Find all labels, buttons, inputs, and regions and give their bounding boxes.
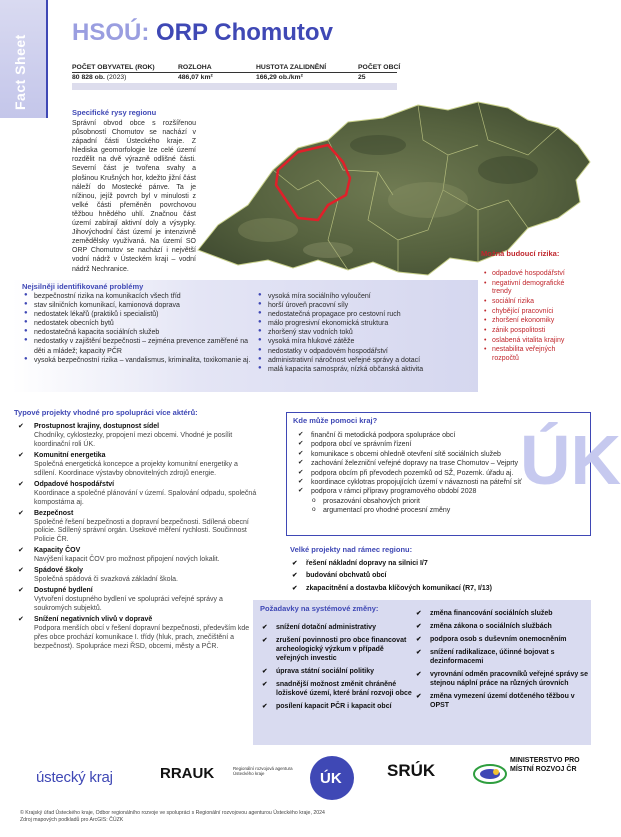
risk-item: • zhoršení ekonomiky	[484, 317, 584, 326]
project-title: ✔ Prostupnost krajiny, dostupnost sídel	[34, 423, 160, 430]
project-desc: Chodníky, cyklostezky, propojení mezi obcemi. Vhodné je posílit koordinační roli ÚK.	[34, 431, 233, 448]
kraj-item: ✔ komunikace s obcemi ohledně otevření sítě sociálních služeb	[298, 450, 588, 459]
problems-list-right	[258, 292, 473, 374]
systemic-item: ✔ úprava státní sociální politiky	[262, 668, 412, 677]
kraj-help-list	[298, 431, 588, 515]
problem-item: ● administrativní náročnost veřejné správy a dotací	[258, 356, 473, 365]
kraj-subitem: o prosazování obsahových priorit	[298, 497, 588, 506]
big-projects-title: Velké projekty nad rámec regionu:	[290, 545, 413, 554]
project-desc: Společná spádová či svazková základní škola.	[34, 576, 178, 584]
future-risks-title: Možná budoucí rizika:	[481, 249, 560, 258]
risk-item: • negativní demografické trendy	[484, 280, 584, 297]
project-title: ✔ Bezpečnost	[34, 509, 74, 517]
specific-traits-title: Specifické rysy regionu	[72, 108, 157, 117]
kraj-item: ✔ zachování železniční veřejné dopravy na trase Chomutov – Vejprty	[298, 459, 588, 468]
big-project-item: ✔ budování obchvatů obcí	[292, 572, 592, 581]
stats-bar	[72, 83, 397, 90]
systemic-list-left	[262, 624, 412, 716]
stat-municipalities-label: POČET OBCÍ	[358, 64, 401, 71]
stat-density-value: 166,29 ob./km²	[256, 74, 303, 81]
title-main: ORP Chomutov	[156, 19, 333, 46]
project-desc: Navýšení kapacit ČOV pro možnost připojení nových lokalit.	[34, 556, 220, 564]
kraj-item: ✔ finanční či metodická podpora spolupráce obcí	[298, 431, 588, 440]
sruk-logo: SRÚK	[387, 761, 436, 780]
title-prefix: HSOÚ:	[72, 19, 150, 46]
project-title: ✔ Snížení negativních vlivů v dopravě	[34, 616, 153, 624]
systemic-item: ✔ změna financování sociálních služeb	[416, 610, 588, 619]
project-title: ✔ Odpadové hospodářství	[34, 480, 115, 488]
problem-item: ● nedostatečná propagace pro cestovní ruch	[258, 310, 473, 319]
ustecky-kraj-logo: ústecký kraj	[36, 769, 113, 786]
systemic-item: ✔ posílení kapacit PČR i kapacit obcí	[262, 703, 412, 712]
mmr-emblem-icon	[473, 764, 507, 784]
stat-area-label: ROZLOHA	[178, 64, 212, 71]
systemic-item: ✔ podpora osob s duševním onemocněním	[416, 636, 588, 645]
footer-source: Zdroj mapových podkladů pro ArcGIS: ČÚZK	[20, 816, 124, 823]
project-desc: Koordinace a společné plánování v území. Spalování odpadu, společná kompostárna aj.	[34, 489, 257, 506]
uk-seal-text: ÚK	[320, 770, 342, 787]
population-number: 80 828 ob.	[72, 74, 105, 81]
stat-area-value: 486,07 km²	[178, 74, 213, 81]
systemic-item: ✔ změna vymezení území dotčeného těžbou v OPST	[416, 693, 588, 711]
problem-item: ● zhoršený stav vodních toků	[258, 328, 473, 337]
kraj-item: ✔ podpora v rámci přípravy programového období 2028	[298, 487, 588, 496]
problem-item: ● stav silničních komunikací, kamionová doprava	[24, 301, 254, 310]
problem-item: ● vysoká bezpečnostní rizika – vandalismus, kriminalita, toxikomanie aj.	[24, 356, 254, 365]
projects-title: Typové projekty vhodné pro spolupráci více aktérů:	[14, 408, 198, 417]
risk-item: • odpadové hospodářství	[484, 270, 584, 279]
systemic-changes-title: Požadavky na systémové změny:	[260, 604, 379, 613]
problems-list-left	[24, 292, 254, 365]
rrauk-logo: RRAUK	[160, 765, 215, 782]
project-item	[18, 510, 258, 546]
projects-list	[18, 423, 258, 654]
stat-population-label: POČET OBYVATEL (ROK)	[72, 64, 155, 71]
systemic-item: ✔ snížení radikalizace, účinné bojovat s dezinformacemi	[416, 649, 588, 667]
systemic-item: ✔ snížení dotační administrativy	[262, 624, 412, 633]
stat-density-label: HUSTOTA ZALIDNĚNÍ	[256, 64, 327, 71]
project-desc: Vytvoření dostupného bydlení ve spolupráci veřejné správy a soukromých subjektů.	[34, 596, 223, 613]
kraj-watermark: ÚK	[520, 421, 621, 499]
page-title	[72, 18, 333, 49]
fact-sheet-label: Fact Sheet	[12, 34, 28, 110]
systemic-item: ✔ zrušení povinnosti pro obce financovat archeologický výzkum v případě veřejných investic	[262, 637, 412, 664]
problem-item: ● nedostatečná kapacita sociálních služeb	[24, 328, 254, 337]
problems-title: Nejsilněji identifikované problémy	[22, 282, 144, 291]
project-item	[18, 587, 258, 614]
big-project-item: ✔ zkapacitnění a dostavba klíčových komunikací (R7, I/13)	[292, 585, 592, 594]
systemic-item: ✔ snadnější možnost změnit chráněné ložiskové území, které brání rozvoji obce	[262, 681, 412, 699]
problem-item: ● málo progresivní ekonomická struktura	[258, 319, 473, 328]
kraj-help-title: Kde může pomoci kraj?	[293, 416, 378, 425]
population-year: (2023)	[106, 74, 127, 81]
kraj-subitem: o argumentací pro vhodné procesní změny	[298, 506, 588, 515]
footer	[20, 810, 590, 824]
kraj-item: ✔ podpora obcím při převodech pozemků od SŽ, Pozemk. úřadu aj.	[298, 469, 588, 478]
risk-item: • oslabená vitalita krajiny	[484, 337, 584, 346]
risk-item: • sociální rizika	[484, 298, 584, 307]
problem-item: ● vysoká míra sociálního vyloučení	[258, 292, 473, 301]
project-item	[18, 423, 258, 450]
rrauk-logo-subtitle: Regionální rozvojová agentura Ústeckého kraje	[233, 766, 293, 777]
stat-population-value	[72, 74, 126, 83]
problem-item: ● malá kapacita samospráv, nízká občanská aktivita	[258, 365, 473, 374]
kraj-item: ✔ podpora obcí ve správním řízení	[298, 440, 588, 449]
risk-item: • zánik pospolitosti	[484, 327, 584, 336]
big-project-item: ✔ řešení nákladní dopravy na silnici I/7	[292, 560, 592, 569]
systemic-item: ✔ změna zákona o sociálních službách	[416, 623, 588, 632]
project-title: ✔ Komunitní energetika	[34, 451, 106, 459]
big-projects-list	[292, 560, 592, 597]
problem-item: ● bezpečnostní rizika na komunikacích všech tříd	[24, 292, 254, 301]
systemic-list-right	[416, 610, 588, 715]
problem-item: ● vysoká míra hlukové zátěže	[258, 337, 473, 346]
problem-item: ● nedostatky v zajištění bezpečnosti – zejména prevence zaměřené na děti a mládež; kapacity PČR	[24, 337, 254, 355]
project-title: ✔ Spádové školy	[34, 567, 84, 575]
stat-municipalities-value: 25	[358, 74, 366, 81]
kraj-item: ✔ koordinace cyklotras propojujících území v návaznosti na páteřní síť	[298, 478, 588, 487]
footer-copyright: © Krajský úřad Ústeckého kraje, Odbor regionálního rozvoje ve spolupráci s Regionální rozvojovou agenturou Ústeckého kraje, 2024	[20, 810, 325, 816]
problem-item: ● nedostatek lékařů (praktiků i specialistů)	[24, 310, 254, 319]
project-title: ✔ Dostupné bydlení	[34, 587, 93, 595]
problem-item: ● nedostatek obecních bytů	[24, 319, 254, 328]
project-item	[18, 567, 258, 585]
project-desc: Společná energetická koncepce a projekty komunitní energetiky a sdílení. Koordinace výstavby obnovitelných zdrojů energie.	[34, 460, 238, 477]
project-item	[18, 452, 258, 479]
problem-item: ● nedostatky v odpadovém hospodářství	[258, 347, 473, 356]
future-risks-list	[484, 270, 584, 365]
risk-item: • chybějící pracovníci	[484, 308, 584, 317]
problem-item: ● horší úroveň pracovní síly	[258, 301, 473, 310]
fact-sheet-band	[0, 0, 48, 118]
project-item	[18, 616, 258, 652]
risk-item: • nestabilita veřejných rozpočtů	[484, 346, 584, 363]
project-title: ✔ Kapacity ČOV	[34, 547, 81, 555]
systemic-item: ✔ vyrovnání odměn pracovníků veřejné správy se stejnou náplní práce na různých úrovních	[416, 671, 588, 689]
project-item	[18, 547, 258, 565]
specific-traits-text: Správní obvod obce s rozšířenou působností Chomutov se nachází v západní části Ústeckého kraje. Z hlediska geomorfologie lze celé území rozdělit na dvě výrazně odlišné části. Severní část je tvořena svahy a plošinou Krušných hor, kdežto jižní část náleží do Mostecké pánve. Ta je nížinou, jejíž povrch byl v minulosti z velké části přeměněn povrchovou těžbou hnědého uhlí. Značnou část území zabírají aktivní doly a výsypky. Jihovýchodní část území je intenzivně zemědělsky využívaná. Na území SO ORP Chomutov se nachází i největší vodní nádrž v Ústeckém kraji – vodní nádrž Nechranice.	[72, 120, 196, 273]
project-desc: Podpora menších obcí v řešení dopravní bezpečnosti, především kde přes obce prochází komunikace I. třídy (hluk, prach, znečištění a bezpečnost). Spolupráce mezi ŘSD, obcemi, městy a PČR.	[34, 625, 250, 650]
project-desc: Společné řešení bezpečnosti a dopravní bezpečnosti. Sdílená obecní policie. Sdílený správní orgán. Úsekové měření rychlosti. Součinnost Policie ČR.	[34, 518, 249, 544]
mmr-logo: MINISTERSTVO PRO MÍSTNÍ ROZVOJ ČR	[510, 757, 580, 773]
project-item	[18, 481, 258, 508]
